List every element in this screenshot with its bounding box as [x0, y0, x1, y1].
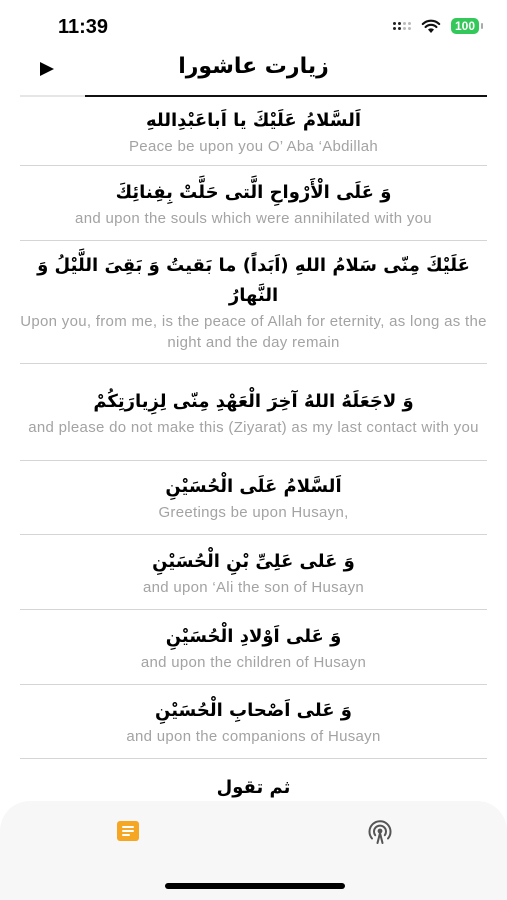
verse-item[interactable] — [20, 166, 487, 241]
status-icons — [393, 18, 479, 34]
verse-arabic: وَ عَلى اَوْلادِ الْحُسَيْنِ — [165, 625, 342, 647]
verse-translation: and upon the companions of Husayn — [126, 728, 381, 745]
verse-arabic: وَ عَلى اَصْحابِ الْحُسَيْنِ — [155, 700, 352, 721]
verse-list — [0, 97, 507, 819]
home-indicator — [165, 883, 345, 889]
verse-item[interactable] — [20, 610, 487, 685]
verse-item[interactable] — [20, 364, 487, 461]
radio-broadcast-icon[interactable] — [367, 819, 393, 845]
verse-translation: and please do not make this (Ziyarat) as my last contact with you — [28, 418, 479, 436]
text-document-icon[interactable] — [117, 821, 139, 841]
verse-item[interactable] — [20, 97, 487, 166]
verse-arabic: وَ عَلى عَلِىِّ بْنِ الْحُسَيْنِ — [152, 550, 355, 572]
signal-icon — [393, 22, 411, 30]
verse-item[interactable] — [20, 241, 487, 364]
verse-arabic: عَلَيْكَ مِنّى سَلامُ اللهِ (اَبَداً) ما بَقيتُ وَ بَقِىَ اللَّيْلُ وَ النَّهارُ — [37, 255, 470, 306]
verse-arabic: اَلسَّلامُ عَلَى الْحُسَيْنِ — [165, 476, 342, 497]
verse-translation: Peace be upon you O’ Aba ‘Abdillah — [129, 137, 378, 155]
verse-arabic: وَ لاجَعَلَهُ اللهُ آخِرَ الْعَهْدِ مِنّى لِزِيارَتِكُمْ — [93, 390, 414, 412]
wifi-icon — [421, 19, 441, 34]
verse-translation: and upon the children of Husayn — [140, 653, 367, 671]
nav-bar — [0, 50, 507, 96]
verse-item[interactable] — [20, 461, 487, 535]
verse-translation: Upon you, from me, is the peace of Allah for eternity, as long as the night and the day remain — [20, 313, 487, 351]
battery-indicator: 100 — [451, 18, 479, 34]
status-bar — [0, 0, 507, 50]
verse-arabic: اَلسَّلامُ عَلَيْكَ يا اَباعَبْدِاللهِ — [145, 109, 362, 131]
verse-item[interactable] — [20, 685, 487, 759]
verse-arabic: وَ عَلَى الْأَرْواحِ الَّتى حَلَّتْ بِفِنائِكَ — [115, 181, 392, 203]
verse-translation: and upon ‘Ali the son of Husayn — [142, 578, 365, 596]
status-time: 11:39 — [58, 16, 109, 38]
verse-item[interactable] — [20, 535, 487, 610]
page-title: زيارت عاشورا — [178, 54, 329, 79]
verse-arabic: ثم تقول — [216, 777, 291, 798]
verse-translation: and upon the souls which were annihilated with you — [75, 209, 432, 227]
verse-translation: Greetings be upon Husayn, — [158, 504, 349, 521]
